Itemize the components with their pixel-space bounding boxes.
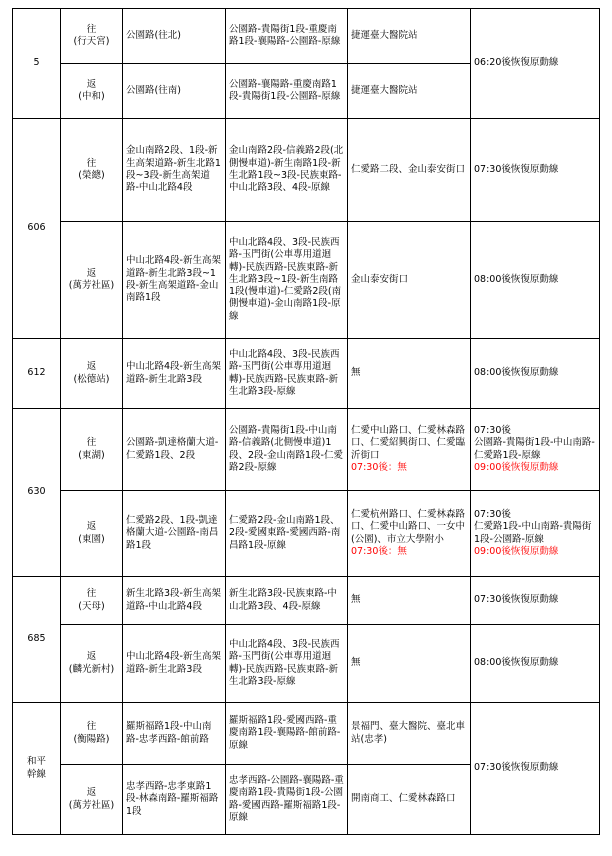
direction-label: 返 [86, 78, 97, 90]
interim-route: 仁愛路1段-中山南路-貴陽街1段-公園路-原線 [474, 521, 592, 545]
suspended-stops-note: 07:30後：無 [351, 545, 407, 557]
restore-time-cell: 08:00後恢復原動線 [471, 222, 600, 339]
direction-label: 返 [86, 787, 97, 799]
direction-destination: (東湖) [78, 449, 105, 461]
original-route-cell: 忠孝西路-忠孝東路1段-林森南路-羅斯福路1段 [123, 765, 226, 835]
route-number [13, 703, 61, 835]
route-number: 5 [13, 9, 61, 119]
restore-time-cell: 08:00後恢復原動線 [471, 339, 600, 409]
original-route-cell: 中山北路4段-新生高架道路-新生北路3段 [123, 625, 226, 703]
restore-time-cell: 08:00後恢復原動線 [471, 625, 600, 703]
suspended-stops-cell: 無 [348, 339, 471, 409]
direction-label: 往 [86, 721, 97, 733]
table-row [13, 9, 600, 64]
table-row [13, 703, 600, 765]
detour-route-cell: 中山北路4段、3段-民族西路-玉門街(公車專用道迴轉)-民族西路-民族東路-新生北路3段~1段-新生南路1段(慢車道)-仁愛路2段(南側慢車道)-金山南路1段-原線 [226, 222, 348, 339]
direction-label: 往 [86, 588, 97, 600]
suspended-stops-cell: 仁愛路二段、金山泰安街口 [348, 119, 471, 222]
suspended-stops-cell: 無 [348, 577, 471, 625]
suspended-stops-cell: 景福門、臺大醫院、臺北車站(忠孝) [348, 703, 471, 765]
detour-route-cell: 仁愛路2段-金山南路1段、2段-愛國東路-愛國西路-南昌路1段-原線 [226, 491, 348, 577]
suspended-stops-cell [348, 409, 471, 491]
direction-label: 往 [86, 157, 97, 169]
suspended-stops-cell [348, 491, 471, 577]
direction-label: 返 [86, 361, 97, 373]
direction-label: 返 [86, 521, 97, 533]
direction-cell [61, 703, 123, 765]
route-name-line1: 和平 [26, 756, 46, 768]
direction-destination: (天母) [78, 600, 105, 612]
detour-route-cell: 忠孝西路-公園路-襄陽路-重慶南路1段-貴陽街1段-公園路-愛國西路-羅斯福路1段-原線 [226, 765, 348, 835]
direction-label: 往 [86, 23, 97, 35]
detour-table [12, 8, 600, 835]
direction-destination: (榮總) [78, 170, 105, 181]
table-row [13, 119, 600, 222]
restore-time-cell: 07:30後恢復原動線 [471, 703, 600, 835]
direction-cell [61, 765, 123, 835]
restore-time: 09:00後恢復原動線 [474, 461, 559, 473]
direction-cell [61, 64, 123, 119]
suspended-stops-list: 仁愛杭州路口、仁愛林森路口、仁愛中山路口、一女中(公園)、市立大學附小 [351, 508, 466, 545]
restore-time-cell [471, 491, 600, 577]
direction-cell [61, 491, 123, 577]
table-row [13, 339, 600, 409]
restore-condition: 07:30後 [474, 508, 511, 520]
detour-route-cell: 金山南路2段-信義路2段(北側慢車道)-新生南路1段-新生北路1段~3段-民族東路-中山北路3段、4段-原線 [226, 119, 348, 222]
direction-cell [61, 625, 123, 703]
restore-time: 09:00後恢復原動線 [474, 545, 559, 557]
suspended-stops-cell: 捷運臺大醫院站 [348, 64, 471, 119]
detour-route-cell: 中山北路4段、3段-民族西路-玉門街(公車專用道迴轉)-民族西路-民族東路-新生北路3段-原線 [226, 625, 348, 703]
detour-route-cell: 羅斯福路1段-愛國西路-重慶南路1段-襄陽路-館前路-原線 [226, 703, 348, 765]
direction-cell [61, 9, 123, 64]
original-route-cell: 中山北路4段-新生高架道路-新生北路3段~1段-新生高架道路-金山南路1段 [123, 222, 226, 339]
suspended-stops-list: 仁愛中山路口、仁愛林森路口、仁愛紹興街口、仁愛臨沂街口 [351, 424, 466, 461]
original-route-cell: 公園路-凱達格蘭大道-仁愛路1段、2段 [123, 409, 226, 491]
original-route-cell: 仁愛路2段、1段-凱達格蘭大道-公園路-南昌路1段 [123, 491, 226, 577]
restore-time-cell: 07:30後恢復原動線 [471, 119, 600, 222]
table-row [13, 491, 600, 577]
suspended-stops-note: 07:30後：無 [351, 461, 407, 473]
suspended-stops-cell: 金山泰安街口 [348, 222, 471, 339]
route-number: 606 [13, 119, 61, 339]
direction-label: 返 [86, 651, 97, 663]
original-route-cell: 金山南路2段、1段-新生高架道路-新生北路1段~3段-新生高架道路-中山北路4段 [123, 119, 226, 222]
suspended-stops-cell: 開南商工、仁愛林森路口 [348, 765, 471, 835]
suspended-stops-cell: 捷運臺大醫院站 [348, 9, 471, 64]
table-row [13, 409, 600, 491]
suspended-stops-cell: 無 [348, 625, 471, 703]
direction-destination: (松德站) [73, 373, 110, 385]
direction-cell [61, 339, 123, 409]
original-route-cell: 新生北路3段-新生高架道路-中山北路4段 [123, 577, 226, 625]
detour-route-cell: 公園路-貴陽街1段-中山南路-信義路(北側慢車道)1段、2段-金山南路1段-仁愛路2段-原線 [226, 409, 348, 491]
direction-destination: (麟光新村) [68, 663, 115, 675]
direction-label: 往 [86, 437, 97, 449]
direction-destination: (萬芳社區) [68, 280, 115, 291]
original-route-cell: 公園路(往北) [123, 9, 226, 64]
original-route-cell: 中山北路4段-新生高架道路-新生北路3段 [123, 339, 226, 409]
table-row [13, 625, 600, 703]
detour-route-cell: 中山北路4段、3段-民族西路-玉門街(公車專用道迴轉)-民族西路-民族東路-新生北路3段-原線 [226, 339, 348, 409]
direction-destination: (衡陽路) [73, 733, 110, 745]
direction-cell [61, 119, 123, 222]
detour-route-cell: 新生北路3段-民族東路-中山北路3段、4段-原線 [226, 577, 348, 625]
detour-route-cell: 公園路-貴陽街1段-重慶南路1段-襄陽路-公園路-原線 [226, 9, 348, 64]
restore-time-cell: 06:20後恢復原動線 [471, 9, 600, 119]
direction-destination: (東園) [78, 533, 105, 545]
table-row [13, 577, 600, 625]
original-route-cell: 公園路(往南) [123, 64, 226, 119]
direction-label: 返 [86, 267, 97, 279]
direction-destination: (行天宮) [73, 36, 110, 47]
restore-time-cell: 07:30後恢復原動線 [471, 577, 600, 625]
detour-route-cell: 公園路-襄陽路-重慶南路1段-貴陽街1段-公園路-原線 [226, 64, 348, 119]
interim-route: 公園路-貴陽街1段-中山南路-仁愛路1段-原線 [474, 437, 595, 461]
direction-cell [61, 222, 123, 339]
route-number: 685 [13, 577, 61, 703]
direction-cell [61, 577, 123, 625]
table-row [13, 222, 600, 339]
direction-destination: (中和) [78, 91, 105, 102]
route-name-line2: 幹線 [26, 768, 46, 780]
route-number: 612 [13, 339, 61, 409]
route-number: 630 [13, 409, 61, 577]
restore-time-cell [471, 409, 600, 491]
restore-condition: 07:30後 [474, 424, 511, 436]
direction-destination: (萬芳社區) [68, 799, 115, 811]
direction-cell [61, 409, 123, 491]
original-route-cell: 羅斯福路1段-中山南路-忠孝西路-館前路 [123, 703, 226, 765]
